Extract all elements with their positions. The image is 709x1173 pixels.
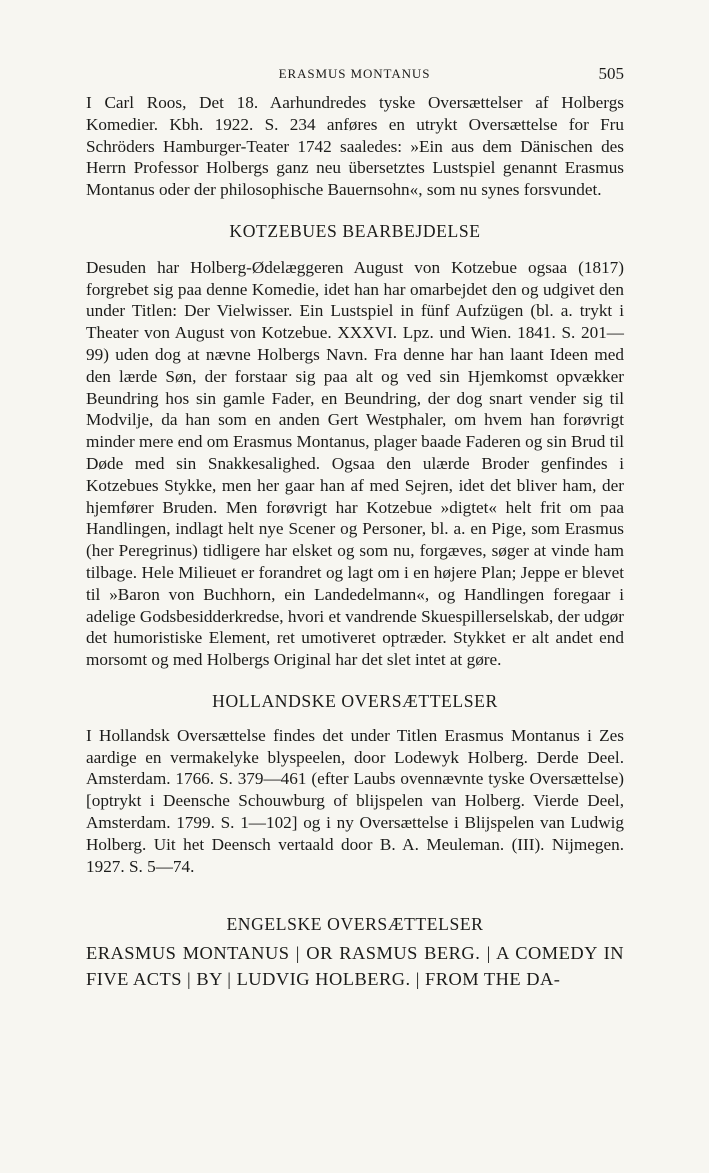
section-heading-kotzebue: KOTZEBUES BEARBEJDELSE	[229, 220, 481, 241]
dutch-paragraph: I Hollandsk Oversættelse findes det under Titlen Erasmus Montanus i Zes aardige en vermakelyke blyspeelen, door Lodewyk Holberg. Derde Deel. Amsterdam. 1766. S. 379—461 (efter Laubs ovennævnte tyske Oversættelse) [optrykt i Deensche Schouwburg of blijspelen van Holberg. Vierde Deel, Amsterdam. 1799. S. 1—102] og i ny Oversættelse i Blijspelen van Ludwig Holberg. Uit het Deensch vertaald door B. A. Meuleman. (III). Nijmegen. 1927. S. 5—74.	[86, 725, 624, 876]
running-head	[0, 64, 709, 86]
page-number: 505	[598, 64, 624, 83]
running-title: ERASMUS MONTANUS	[278, 66, 431, 81]
intro-paragraph: I Carl Roos, Det 18. Aarhundredes tyske Oversættelser af Holbergs Komedier. Kbh. 1922. S. 234 anføres en utrykt Oversættelse for Fru Schröders Hamburger-Teater 1742 saaledes: »Ein aus dem Dänischen des Herrn Professor Holbergs ganz neu übersetztes Lustspiel genannt Erasmus Montanus oder der philosophische Bauernsohn«, som nu synes forsvundet.	[86, 93, 624, 200]
section-heading-dutch: HOLLANDSKE OVERSÆTTELSER	[212, 690, 498, 711]
body-text	[86, 92, 624, 992]
section-heading-english: ENGELSKE OVERSÆTTELSER	[226, 914, 484, 935]
english-title-entry: ERASMUS MONTANUS | OR RASMUS BERG. | A COMEDY IN FIVE ACTS | BY | LUDVIG HOLBERG. | FROM THE DA-	[86, 943, 624, 990]
kotzebue-paragraph: Desuden har Holberg-Ødelæggeren August von Kotzebue ogsaa (1817) forgrebet sig paa denne Komedie, idet han har omarbejdet den og udgivet den under Titlen: Der Vielwisser. Ein Lustspiel in fünf Aufzügen (bl. a. trykt i Theater von August von Kotzebue. XXXVI. Lpz. und Wien. 1841. S. 201—99) uden dog at nævne Holbergs Navn. Fra denne har han laant Ideen med den lærde Søn, der forstaar sig paa alt og ved sin Hjemkomst opvækker Beundring hos sin gamle Fader, en Beundring, der dog snart vender sig til Modvilje, da han som en anden Gert Westphaler, om hvem han forøvrigt minder mere end om Erasmus Montanus, plager baade Faderen og sin Brud til Døde med sin Snakkesalighed. Ogsaa den ulærde Broder genfindes i Kotzebues Stykke, men her gaar han af med Sejren, idet det bliver ham, der hjemfører Bruden. Men forøvrigt har Kotzebue »digtet« helt frit om paa Handlingen, indlagt helt nye Scener og Personer, bl. a. en Pige, som Erasmus (her Peregrinus) tidligere har elsket og som nu, forgæves, søger at vinde ham tilbage. Hele Milieuet er forandret og lagt om i en højere Plan; Jeppe er blevet til »Baron von Buchhorn, ein Landedelmann«, og Handlingen foregaar i adelige Godsbesidderkredse, hvori et vandrende Skuespillerselskab, der udgør det humoristiske Element, ret umotiveret optræder. Stykket er alt andet end morsomt og med Holbergs Original har det slet intet at gøre.	[86, 257, 624, 670]
